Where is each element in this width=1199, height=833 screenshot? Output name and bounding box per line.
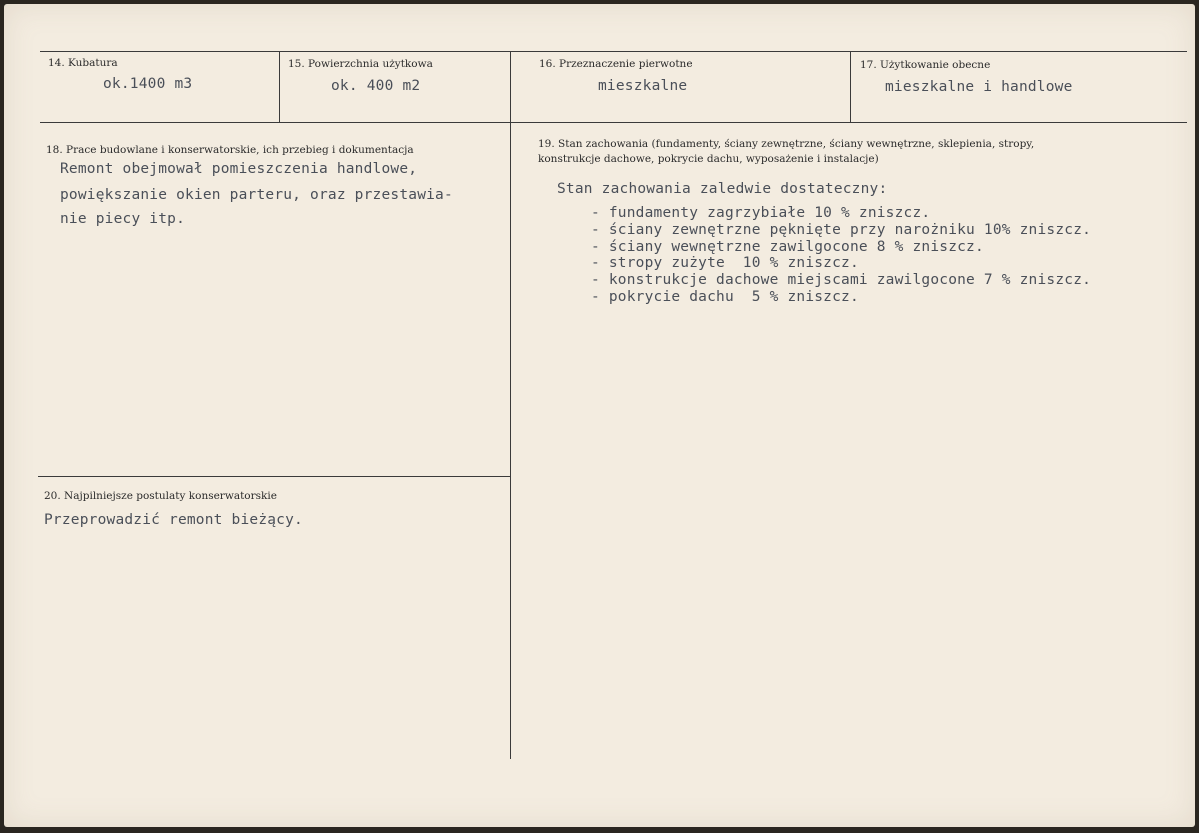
powierzchnia-label: 15. Powierzchnia użytkowa	[288, 58, 433, 70]
uzytkowanie-value: mieszkalne i handlowe	[885, 79, 1073, 95]
row-divider-2	[38, 476, 510, 477]
stan-item: - stropy zużyte 10 % zniszcz.	[591, 255, 859, 271]
stan-label-line-1: 19. Stan zachowania (fundamenty, ściany zewnętrzne, ściany wewnętrzne, sklepienia, stropy,	[538, 138, 1035, 150]
postulaty-label: 20. Najpilniejsze postulaty konserwatorskie	[44, 490, 277, 502]
powierzchnia-value: ok. 400 m2	[331, 78, 421, 94]
row-divider-1	[40, 122, 1187, 123]
record-card	[4, 4, 1195, 827]
top-row-border	[40, 51, 1187, 52]
prace-line-2: powiększanie okien parteru, oraz przestawia-	[60, 187, 453, 203]
stan-item: - ściany wewnętrzne zawilgocone 8 % zniszcz.	[591, 239, 984, 255]
stan-heading: Stan zachowania zaledwie dostateczny:	[557, 181, 888, 197]
stan-item: - konstrukcje dachowe miejscami zawilgocone 7 % zniszcz.	[591, 272, 1092, 288]
stan-item: - pokrycie dachu 5 % zniszcz.	[591, 289, 859, 305]
przeznaczenie-value: mieszkalne	[598, 78, 688, 94]
prace-line-3: nie piecy itp.	[60, 211, 186, 227]
kubatura-value: ok.1400 m3	[103, 76, 193, 92]
prace-label: 18. Prace budowlane i konserwatorskie, ich przebieg i dokumentacja	[46, 144, 414, 156]
kubatura-label: 14. Kubatura	[48, 57, 118, 69]
col-divider-2	[510, 51, 511, 759]
stan-label-line-2: konstrukcje dachowe, pokrycie dachu, wyposażenie i instalacje)	[538, 153, 879, 165]
postulaty-value: Przeprowadzić remont bieżący.	[44, 512, 303, 528]
przeznaczenie-label: 16. Przeznaczenie pierwotne	[539, 58, 693, 70]
stan-item: - ściany zewnętrzne pęknięte przy narożniku 10% zniszcz.	[591, 222, 1092, 238]
uzytkowanie-label: 17. Użytkowanie obecne	[860, 59, 991, 71]
col-divider-1	[279, 51, 280, 122]
stan-item: - fundamenty zagrzybiałe 10 % zniszcz.	[591, 205, 931, 221]
prace-line-1: Remont obejmował pomieszczenia handlowe,	[60, 161, 418, 177]
col-divider-3	[850, 51, 851, 122]
